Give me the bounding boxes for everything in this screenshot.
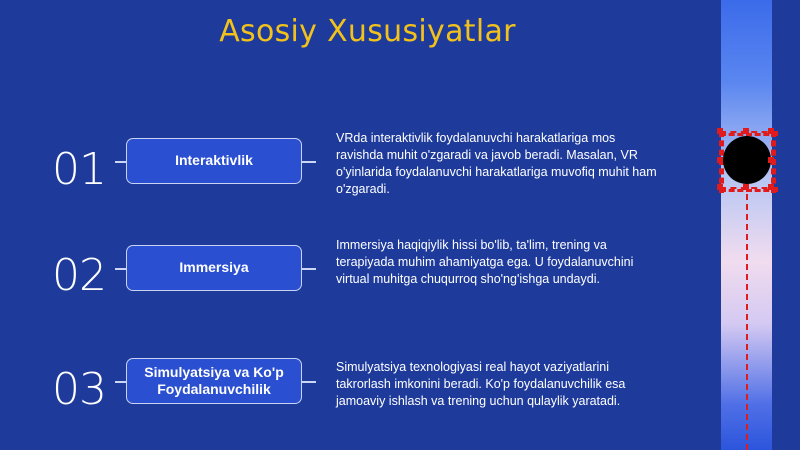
- feature-description-3: Simulyatsiya texnologiyasi real hayot vaziyatlarini takrorlash imkonini beradi. Ko'p foydalanuvchilik esa jamoaviy ishlash va trening uchun qulaylik yaratadi.: [336, 360, 626, 409]
- feature-description-1: VRda interaktivlik foydalanuvchi harakatlariga mos ravishda muhit o'zgaradi va javob beradi. Masalan, VR o'yinlarida foydalanuvchi harakatlariga muvofiq muhit ham o'zgaradi.: [336, 131, 657, 197]
- black-circle-shape[interactable]: [723, 136, 771, 184]
- connector-right-3: [302, 381, 316, 383]
- selection-handle-top[interactable]: [743, 128, 749, 134]
- feature-description-2: Immersiya haqiqiylik hissi bo'lib, ta'lim, trening va terapiyada muhim ahamiyatga ega. U foydalanuvchini virtual muhitga chuqurroq sho'ng'ishga undaydi.: [336, 238, 634, 287]
- connector-right-2: [302, 268, 316, 270]
- connector-left-3: [115, 381, 126, 383]
- feature-number-2: 02: [52, 250, 106, 301]
- selection-handle-bottom-left[interactable]: [717, 184, 723, 190]
- connector-left-1: [115, 161, 126, 163]
- selection-handle-top-left[interactable]: [717, 128, 723, 134]
- selection-handle-left[interactable]: [717, 157, 723, 163]
- feature-number-1: 01: [52, 144, 106, 195]
- selection-handle-bottom-right[interactable]: [768, 184, 774, 190]
- feature-label-3: Simulyatsiya va Ko'p Foydalanuvchilik: [144, 363, 284, 397]
- feature-pill-2[interactable]: [126, 245, 302, 291]
- feature-pill-1[interactable]: [126, 138, 302, 184]
- selection-handle-right[interactable]: [768, 157, 774, 163]
- feature-number-3: 03: [52, 364, 106, 415]
- feature-label-2: Immersiya: [179, 259, 249, 276]
- connector-right-1: [302, 161, 316, 163]
- selection-guide-line: [746, 184, 748, 450]
- selection-handle-top-right[interactable]: [768, 128, 774, 134]
- slide-title: Asosiy Xususiyatlar: [219, 14, 516, 49]
- connector-left-2: [115, 268, 126, 270]
- slide-edge-panel: [772, 0, 800, 450]
- feature-label-1: Interaktivlik: [175, 152, 253, 169]
- feature-pill-3[interactable]: [126, 358, 302, 404]
